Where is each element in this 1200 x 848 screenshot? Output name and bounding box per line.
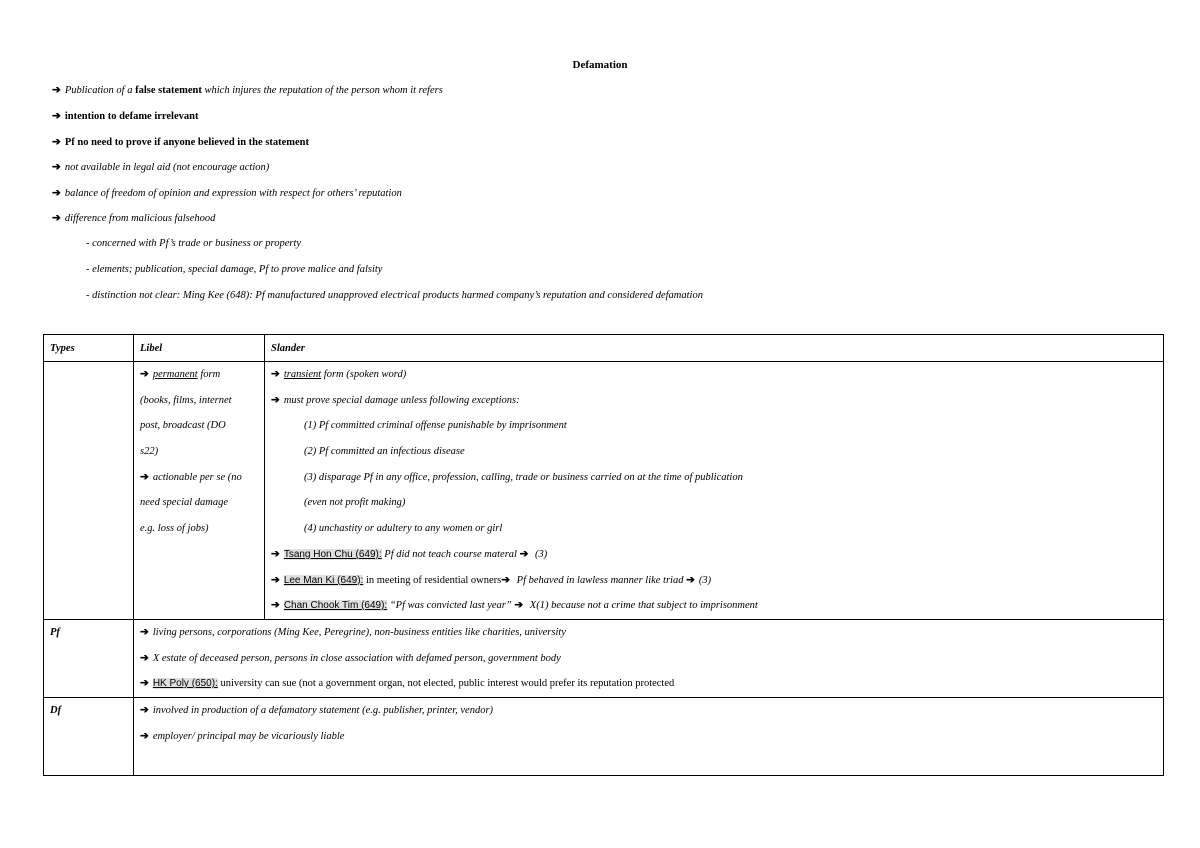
types-empty-cell: [44, 362, 134, 620]
sub-point-2: - elements; publication, special damage, Pf to prove malice and falsity: [86, 264, 383, 275]
arrow-icon: ➔: [140, 626, 149, 638]
exception-item: (2) Pf committed an infectious disease: [304, 446, 465, 458]
table-row-pf: [44, 619, 1164, 697]
arrow-icon: ➔: [271, 574, 280, 586]
arrow-icon: ➔: [52, 85, 61, 96]
pf-content-cell: [134, 619, 1164, 697]
header-slander: Slander: [265, 335, 1164, 362]
slander-cell: [265, 362, 1164, 620]
header-libel: Libel: [134, 335, 265, 362]
intro-point-4: [52, 161, 269, 173]
intro-text: difference from malicious falsehood: [64, 213, 216, 224]
arrow-icon: ➔: [140, 369, 149, 380]
arrow-icon: ➔: [271, 548, 280, 560]
slander-line: ➔ transient form (spoken word): [271, 369, 407, 380]
arrow-icon: ➔: [52, 162, 61, 173]
arrow-icon: ➔: [514, 600, 524, 612]
case-line: ➔ Tsang Hon Chu (649): Pf did not teach course materal ➔ (3): [271, 548, 548, 560]
intro-point-2: [52, 110, 198, 122]
exception-item: (3) disparage Pf in any office, profession, calling, trade or business carried on at the time of publication: [304, 471, 743, 483]
intro-point-6: [52, 212, 215, 224]
arrow-icon: ➔: [52, 137, 61, 148]
libel-line: ➔ actionable per se (no: [140, 471, 242, 483]
arrow-icon: ➔: [140, 471, 149, 483]
arrow-icon: ➔: [140, 652, 149, 664]
libel-line: e.g. loss of jobs): [140, 523, 209, 535]
table-header-row: [44, 335, 1164, 362]
arrow-icon: ➔: [271, 600, 280, 612]
intro-text: intention to defame irrelevant: [64, 111, 199, 122]
arrow-icon: ➔: [271, 369, 280, 380]
sub-point-3: - distinction not clear: Ming Kee (648): Pf manufactured unapproved electrical products harmed company’s reputation and considered defamation: [86, 290, 703, 301]
libel-line: s22): [140, 446, 159, 458]
pf-line: ➔ living persons, corporations (Ming Kee, Peregrine), non-business entities like charities, university: [140, 626, 566, 638]
df-line: ➔ involved in production of a defamatory statement (e.g. publisher, printer, vendor): [140, 704, 494, 716]
case-line: ➔ Chan Chook Tim (649): “Pf was convicted last year” ➔ X(1) because not a crime that subject to imprisonment: [271, 600, 758, 612]
exception-item: (even not profit making): [304, 497, 406, 509]
pf-line: ➔ HK Poly (650): university can sue (not a government organ, not elected, public interest would prefer its reputation protected: [140, 678, 675, 690]
libel-line: need special damage: [140, 497, 229, 509]
sub-point-1: - concerned with Pf’s trade or business or property: [86, 238, 302, 249]
intro-point-5: [52, 187, 402, 199]
arrow-icon: ➔: [519, 548, 529, 560]
arrow-icon: ➔: [686, 574, 695, 586]
intro-text: not available in legal aid (not encourage action): [64, 162, 270, 173]
intro-bold-text: false statement: [135, 85, 202, 96]
exception-item: (1) Pf committed criminal offense punishable by imprisonment: [304, 420, 567, 432]
header-types: Types: [44, 335, 134, 362]
libel-line: ➔ permanent form: [140, 369, 221, 380]
arrow-icon: ➔: [271, 394, 280, 406]
intro-text: balance of freedom of opinion and expression with respect for others’ reputation: [64, 188, 402, 199]
libel-line: (books, films, internet: [140, 394, 232, 406]
intro-text: Pf no need to prove if anyone believed in the statement: [64, 137, 310, 148]
df-label-cell: Df: [44, 697, 134, 775]
arrow-icon: ➔: [140, 678, 149, 690]
arrow-icon: ➔: [52, 111, 61, 122]
case-name: Lee Man Ki (649):: [283, 574, 364, 586]
libel-cell: [134, 362, 265, 620]
exception-item: (4) unchastity or adultery to any women or girl: [304, 523, 503, 535]
slander-line: ➔ must prove special damage unless following exceptions:: [271, 394, 520, 406]
arrow-icon: ➔: [140, 730, 149, 742]
defamation-table: [43, 334, 1164, 776]
page-title: Defamation: [572, 59, 628, 71]
arrow-icon: ➔: [52, 213, 61, 224]
df-content-cell: [134, 697, 1164, 775]
libel-line: post, broadcast (DO: [140, 420, 226, 432]
arrow-icon: ➔: [501, 574, 511, 586]
table-row-types: [44, 362, 1164, 620]
arrow-icon: ➔: [52, 188, 61, 199]
df-line: ➔ employer/ principal may be vicariously liable: [140, 730, 345, 742]
case-name: HK Poly (650):: [152, 678, 218, 690]
pf-label-cell: Pf: [44, 619, 134, 697]
case-name: Tsang Hon Chu (649):: [283, 548, 382, 560]
intro-text: Publication of a: [64, 85, 136, 96]
arrow-icon: ➔: [140, 704, 149, 716]
pf-line: ➔ X estate of deceased person, persons in close association with defamed person, government body: [140, 652, 561, 664]
case-line: ➔ Lee Man Ki (649): in meeting of residential owners➔ Pf behaved in lawless manner like triad ➔ (3): [271, 574, 712, 586]
intro-text: which injures the reputation of the person whom it refers: [201, 85, 443, 96]
table-row-df: [44, 697, 1164, 775]
case-name: Chan Chook Tim (649):: [283, 600, 388, 612]
intro-point-3: [52, 136, 309, 148]
intro-point-1: [52, 84, 443, 96]
